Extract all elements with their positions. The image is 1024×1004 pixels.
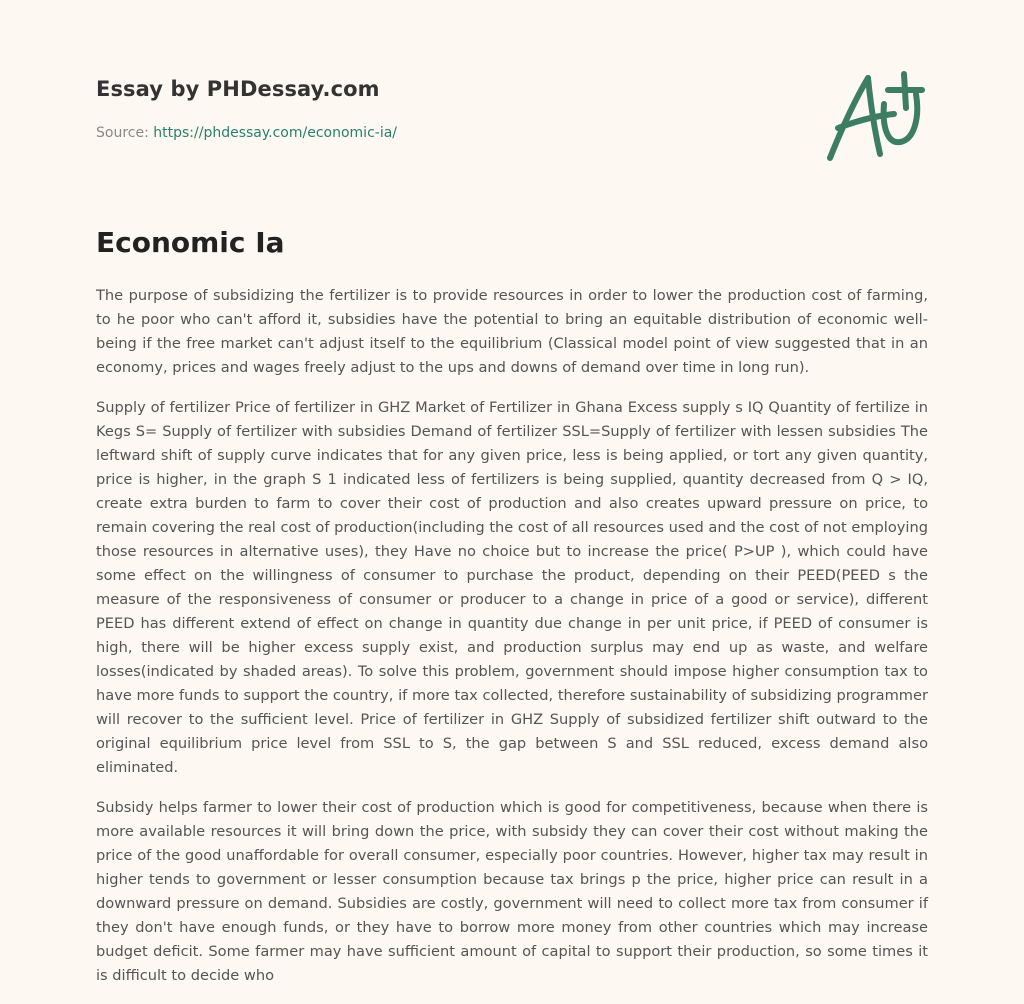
article-body [96,284,928,1004]
a-plus-logo-icon [824,68,928,164]
source-line [96,125,397,141]
paragraph: Subsidy helps farmer to lower their cost of production which is good for competitiveness, because when there is more available resources it will bring down the price, with subsidy they can cover their cost without making the price of the good unaffordable for overall consumer, especially poor countries. However, higher tax may result in higher tends to government or lesser consumption because tax brings p the price, higher price can result in a downward pressure on demand. Subsidies are costly, government will need to collect more tax from consumer if they don't have enough funds, or they have to borrow more money from other countries which may increase budget deficit. Some farmer may have sufficient amount of capital to support their production, so some times it is difficult to decide who [96,799,928,984]
article-title: Economic Ia [96,226,285,259]
source-label: Source: [96,125,154,141]
paragraph: Supply of fertilizer Price of fertilizer in GHZ Market of Fertilizer in Ghana Excess supply s IQ Quantity of fertilize in Kegs S= Supply of fertilizer with subsidies Demand of fertilizer SSL=Supply of fertilizer with lessen subsidies The leftward shift of supply curve indicates that for any given price, less is being applied, or tort any given quantity, price is higher, in the graph S 1 indicated less of fertilizers is being supplied, quantity decreased from Q > IQ, create extra burden to farm to cover their cost of production and also creates upward pressure on price, to remain covering the real cost of production(including the cost of all resources used and the cost of not employing those resources in alternative uses), they Have no choice but to increase the price( P>UP ), which could have some effect on the willingness of consumer to purchase the product, depending on their PEED(PEED s the measure of the responsiveness of consumer or producer to a change in price of a good or service), different PEED has different extend of effect on change in quantity due change in per unit price, if PEED of consumer is high, there will be higher excess supply exist, and production surplus may end up as waste, and welfare losses(indicated by shaded areas). To solve this problem, government should impose higher consumption tax to have more funds to support the country, if more tax collected, therefore sustainability of subsidizing programmer will recover to the sufficient level. Price of fertilizer in GHZ Supply of subsidized fertilizer shift outward to the original equilibrium price level from SSL to S, the gap between S and SSL reduced, excess demand also eliminated. [96,399,928,776]
page-header [96,0,928,200]
paragraph: The purpose of subsidizing the fertilizer is to provide resources in order to lower the production cost of farming, to he poor who can't afford it, subsidies have the potential to bring an equitable distribution of economic well-being if the free market can't adjust itself to the equilibrium (Classical model point of view suggested that in an economy, prices and wages freely adjust to the ups and downs of demand over time in long run). [96,287,928,376]
site-brand: Essay by PHDessay.com [96,77,380,101]
source-link[interactable]: https://phdessay.com/economic-ia/ [153,125,398,141]
